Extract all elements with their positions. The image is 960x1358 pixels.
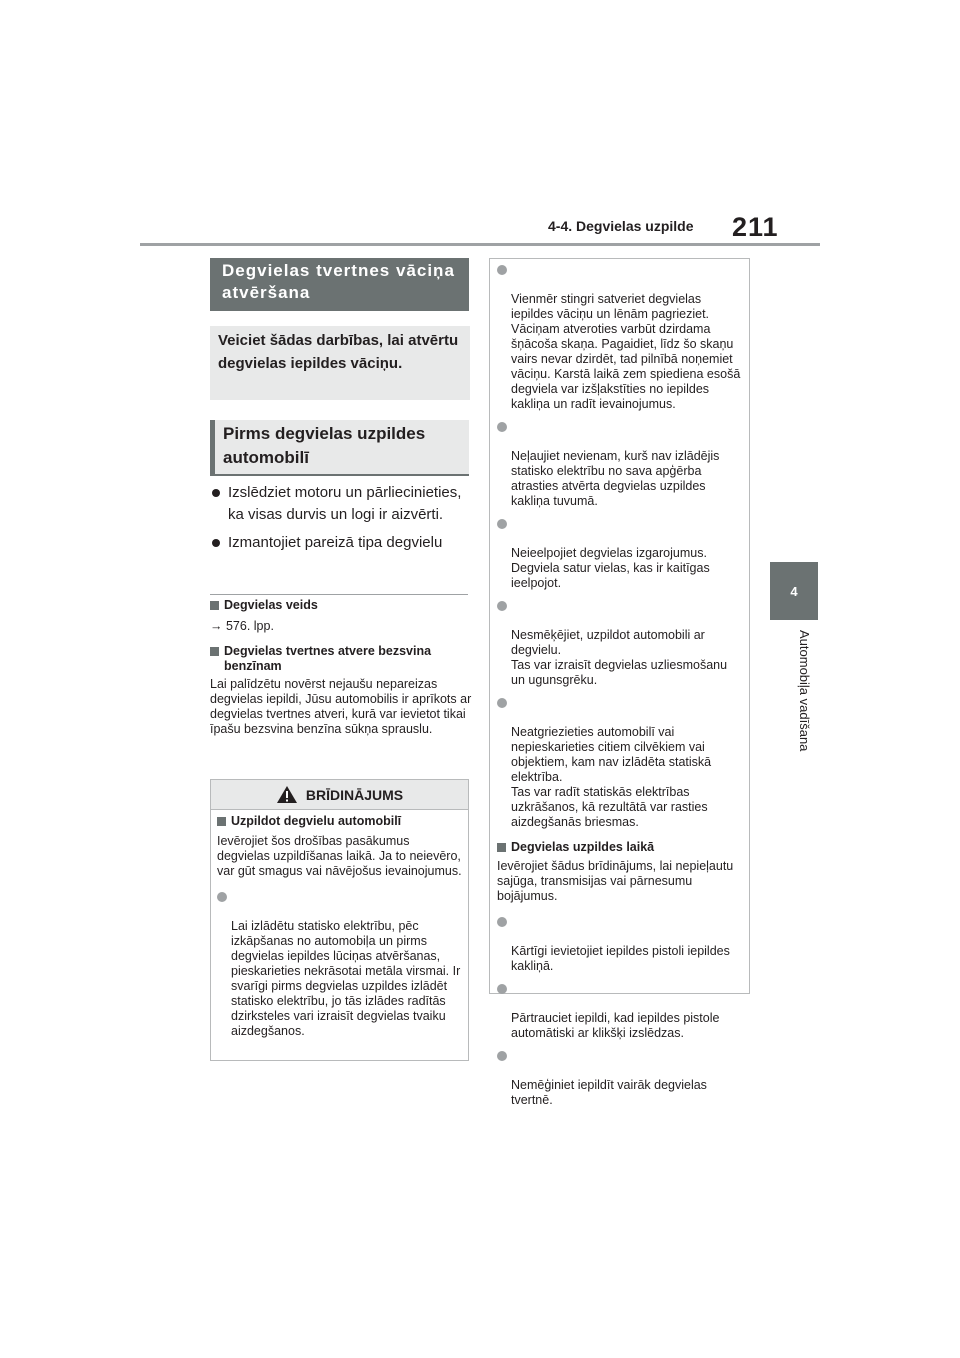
list-item: Izslēdziet motoru un pārliecinieties, ka visas durvis un logi ir aizvērti.: [210, 482, 472, 526]
warning-box: [210, 779, 469, 1061]
heading-open-fuel-door: Degvielas tvertnes vāciņa atvēršana: [210, 258, 469, 311]
section-title: 4-4. Degvielas uzpilde: [548, 218, 694, 234]
subheading-fuel-type: Degvielas veids: [210, 598, 472, 613]
subheading-during-refueling: Degvielas uzpildes laikā: [497, 840, 743, 855]
notes: [210, 598, 472, 745]
square-bullet-icon: [210, 647, 219, 656]
list-item: Neieelpojiet degvielas izgarojumus. Degviela satur vielas, kas ir kaitīgas ieelpojot.: [497, 516, 743, 591]
circle-bullet-icon: [497, 265, 507, 275]
list-item: Nesmēķējiet, uzpildot automobili ar degvielu. Tas var izraisīt degvielas uzliesmošanu un ugunsgrēku.: [497, 598, 743, 688]
circle-bullet-icon: [497, 519, 507, 529]
circle-bullet-icon: [497, 601, 507, 611]
list-item: Neļaujiet nevienam, kurš nav izlādējis statisko elektrību no sava apģērba atrasties atvērta degvielas uzpildes kakliņa tuvumā.: [497, 419, 743, 509]
list-item: Neatgriezieties automobilī vai nepieskarieties citiem cilvēkiem vai objektiem, kam nav izlādēta statiskā elektrība. Tas var radīt statiskās elektrības uzkrāšanos, kā rezultātā var rasties aizdegšanās briesmas.: [497, 695, 743, 830]
warning-header: [211, 780, 468, 810]
fuel-type-ref: → 576. lpp.: [210, 619, 274, 633]
subheading-unleaded: Degvielas tvertnes atvere bezsvina benzīnam: [210, 644, 472, 674]
square-bullet-icon: [217, 817, 226, 826]
chapter-number: 4: [790, 583, 798, 599]
divider: [210, 594, 468, 595]
warning-text: Ievērojiet šos drošības pasākumus degvielas uzpildīšanas laikā. Ja to neievēro, var gūt smagus vai nāvējošus ievainojumus.: [217, 834, 462, 878]
warning-continued-box: [489, 258, 750, 1107]
circle-bullet-icon: [497, 1051, 507, 1061]
list-item: Lai izlādētu statisko elektrību, pēc izkāpšanas no automobiļa un pirms degvielas iepildes lūciņas atvēršanas, pieskarieties nekrāsotai metāla virsmai. Ir svarīgi pirms degvielas uzpildes izlādēt statisko elektrību, jo tās izlādes radītās dzirksteles vari izraisīt degvielas tvaiku aizdegšanos.: [217, 889, 462, 1039]
header-rule: [140, 243, 820, 246]
square-bullet-icon: [210, 601, 219, 610]
heading-before-refueling: Pirms degvielas uzpildes automobilī: [210, 420, 469, 475]
list-item: Nemēģiniet iepildīt vairāk degvielas tvertnē.: [497, 1048, 743, 1108]
chapter-label: Automobiļa vadīšana: [797, 630, 812, 752]
heading-rule: [210, 474, 469, 476]
warning-title: BRĪDINĀJUMS: [305, 786, 404, 803]
page-number: 211: [732, 212, 779, 242]
list-item: Kārtīgi ievietojiet iepildes pistoli iepildes kakliņā.: [497, 914, 743, 974]
circle-bullet-icon: [497, 422, 507, 432]
during-text: Ievērojiet šādus brīdinājums, lai nepieļautu sajūga, transmisijas vai pārnesumu bojājumus.: [497, 859, 734, 903]
step-list: [210, 482, 472, 560]
list-item: Pārtrauciet iepildi, kad iepildes pistole automātiski ar klikšķi izslēdzas.: [497, 981, 743, 1041]
circle-bullet-icon: [497, 698, 507, 708]
list-item: Vienmēr stingri satveriet degvielas iepildes vāciņu un lēnām pagrieziet. Vāciņam atveroties varbūt dzirdama šņācoša skaņa. Pagaidiet, līdz šo skaņu vairs nevar dzirdēt, tad pilnībā noņemiet vāciņu. Karstā laikā zem spiediena esošā degviela var izšļakstīties no iepildes kakliņa un radīt ievainojumus.: [497, 262, 743, 412]
square-bullet-icon: [497, 843, 506, 852]
warning-triangle-icon: [276, 785, 298, 804]
intro-text: Veiciet šādas darbības, lai atvērtu degvielas iepildes vāciņu.: [210, 326, 470, 400]
circle-bullet-icon: [497, 917, 507, 927]
bullet-icon: [212, 489, 220, 497]
unleaded-text: Lai palīdzētu novērst nejaušu nepareizas degvielas iepildi, Jūsu automobilis ir aprīkots ar degvielas tvertnes atveri, kurā var ievietot tikai īpašu bezsvina benzīna sūkņa sprauslu.: [210, 677, 472, 736]
circle-bullet-icon: [497, 984, 507, 994]
circle-bullet-icon: [217, 892, 227, 902]
list-item: Izmantojiet pareizā tipa degvielu: [210, 532, 472, 554]
bullet-icon: [212, 539, 220, 547]
chapter-tab: [770, 562, 818, 620]
warning-subheading: Uzpildot degvielu automobilī: [217, 814, 462, 829]
warning-body: [211, 810, 468, 1039]
